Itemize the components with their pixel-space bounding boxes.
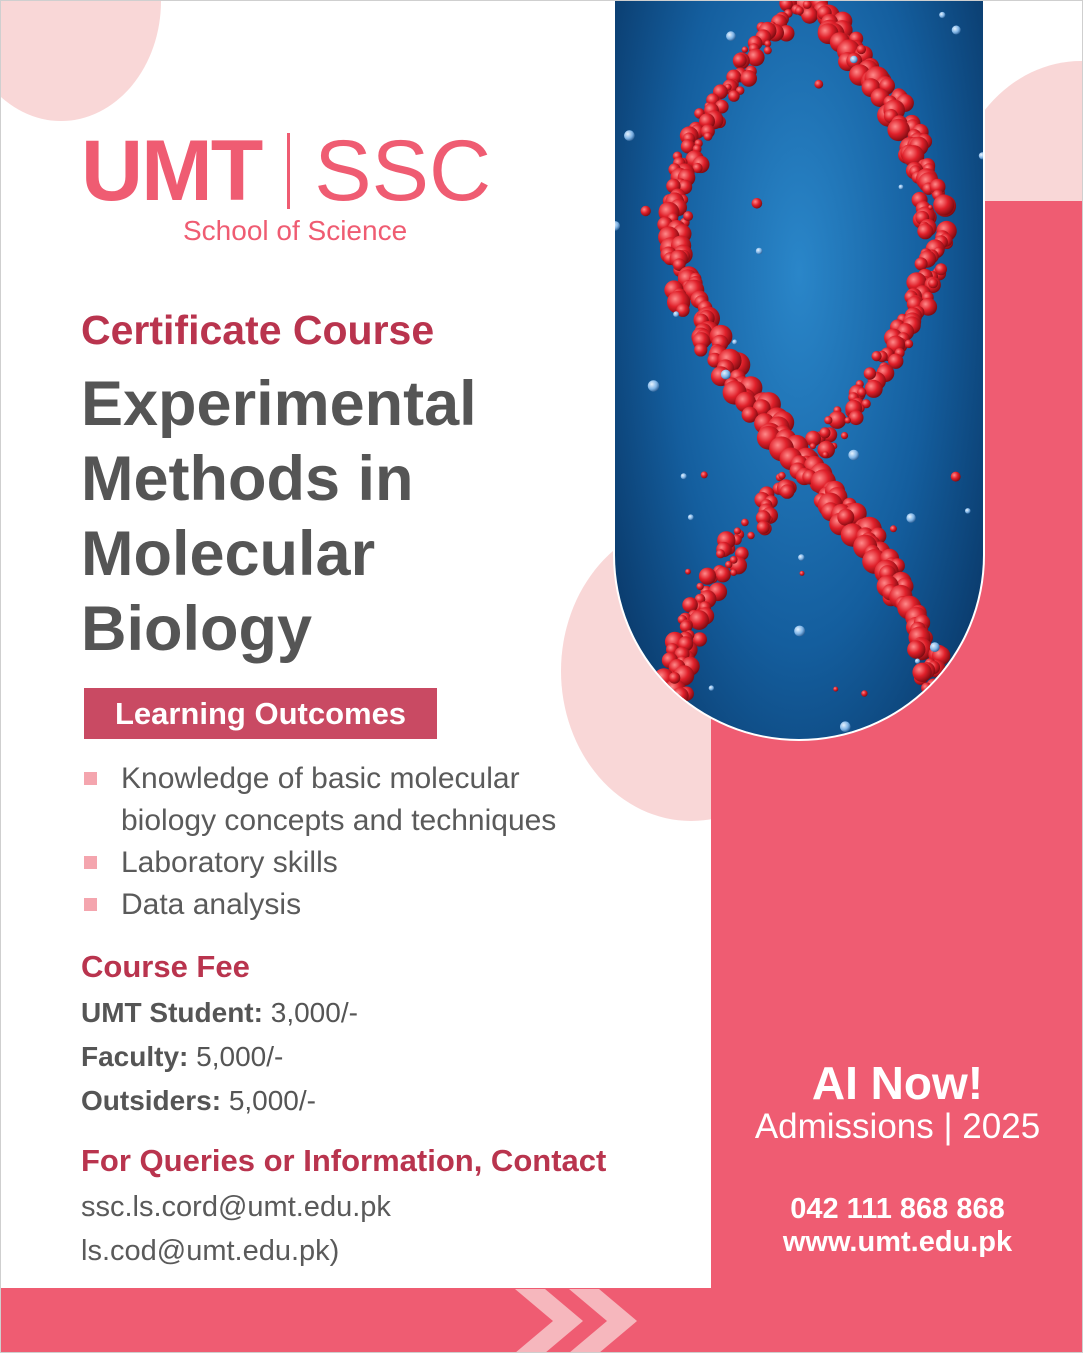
dna-helix-image xyxy=(615,0,983,739)
square-bullet-icon xyxy=(84,772,97,785)
logo-ssc: SSC xyxy=(314,123,492,219)
outcome-item xyxy=(81,842,556,884)
outcome-text: Laboratory skills xyxy=(121,846,338,879)
contact-heading: For Queries or Information, Contact xyxy=(81,1143,607,1178)
chevron-right-icon xyxy=(563,1285,645,1353)
learning-outcomes-list xyxy=(81,758,556,926)
course-fee-heading: Course Fee xyxy=(81,949,250,984)
website-link[interactable]: www.umt.edu.pk xyxy=(782,1226,1013,1258)
phone-number[interactable]: 042 111 868 868 xyxy=(790,1193,1005,1225)
course-title-line: Methods in xyxy=(81,444,414,514)
learning-outcomes-heading: Learning Outcomes xyxy=(84,688,437,739)
square-bullet-icon xyxy=(84,856,97,869)
outcome-item xyxy=(81,884,556,926)
course-title-line: Molecular xyxy=(81,519,376,589)
fee-label: UMT Student: xyxy=(81,997,263,1028)
fee-value: 3,000/- xyxy=(270,997,358,1028)
fee-label: Faculty: xyxy=(81,1041,189,1072)
outcome-item-continuation xyxy=(81,800,556,842)
contact-email[interactable]: ssc.ls.cord@umt.edu.pk xyxy=(81,1191,391,1223)
course-title xyxy=(81,367,601,667)
course-title-line: Experimental xyxy=(81,369,477,439)
logo-umt: UMT xyxy=(81,123,262,219)
fee-row-faculty xyxy=(81,1041,283,1073)
outcome-text: biology concepts and techniques xyxy=(121,804,557,837)
fee-label: Outsiders: xyxy=(81,1085,222,1116)
slogan: AI Now! xyxy=(811,1057,984,1109)
fee-value: 5,000/- xyxy=(196,1041,284,1072)
course-title-line: Biology xyxy=(81,594,312,664)
outcome-text: Knowledge of basic molecular xyxy=(121,762,520,795)
fee-value: 5,000/- xyxy=(228,1085,316,1116)
logo-divider xyxy=(287,133,290,209)
school-name: School of Science xyxy=(183,215,408,246)
outcome-item xyxy=(81,758,556,800)
admissions-text: Admissions | 2025 xyxy=(754,1107,1041,1146)
square-bullet-icon xyxy=(84,898,97,911)
outcome-text: Data analysis xyxy=(121,888,302,921)
umt-ssc-logo xyxy=(81,121,491,221)
contact-email[interactable]: ls.cod@umt.edu.pk) xyxy=(81,1235,340,1267)
fee-row-outsiders xyxy=(81,1085,316,1117)
fee-row-student xyxy=(81,997,358,1029)
course-type: Certificate Course xyxy=(81,307,435,353)
decorative-circle-top-left xyxy=(0,0,161,121)
